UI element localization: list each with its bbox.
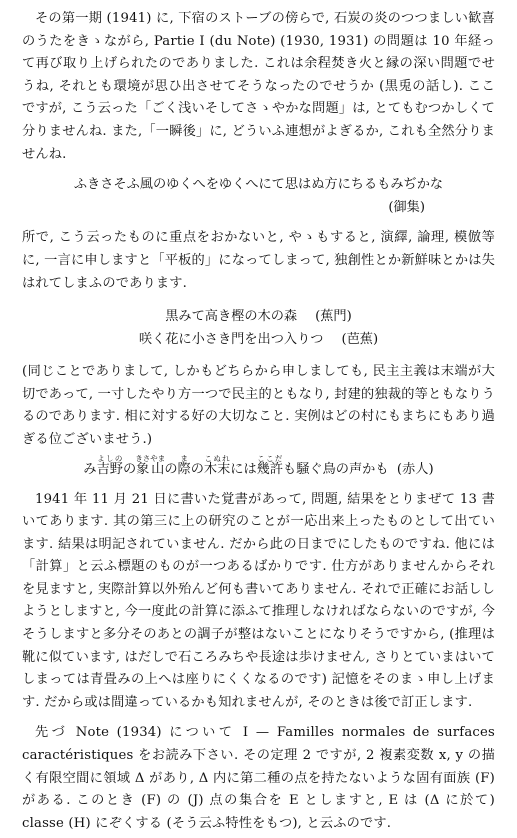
poem-gosho-attribution: (御集) <box>388 199 425 215</box>
paragraph-4: 1941 年 11 月 21 日に書いた覚書があって, 問題, 結果をとりまぜて 13 書いてあります. 其の第三に上の研究のことが一応出来上ったものとして出ています. 結果は明記されていません. だから此の日までにしたものですね. 他には「計算」と云ふ標題のものが一つあるばかりです. 仕方がありませんからそれを見ますと, 実際計算以外殆んど何も書いてありません. それで正確にお話ししようとしますと, 今一度此の計算に添ふて推理しなければならないのですが, 今そうしますと多分そのあとの調子が整はないことになりそうですから, (推理は靴に似ています, はだしで石ころみちや長途は歩けません, さりとていまはいてしまっては青畳みの上へは座りにくくなるのです) 記憶をそのまゝ申し上げます. だから或は間違っているかも知れませんが, そのときは後で訂正します. <box>22 491 495 710</box>
ruby-ma: 際ま <box>177 453 191 477</box>
paragraph-5: 先づ Note (1934) について I — Familles normales de surfaces caractéristiques をお読み下さい. その定理 2 ですが, 2 複素変数 x, y の描く有限空間に領域 Δ があり, Δ 内に第二種の点を持たないような固有面族 (F) がある. このとき (F) の (J) 点の集合を E としますと, E は (Δ に於て) classe (H) にぞくする (そう云ふ特性をもつ), と云ふのです. <box>22 725 495 831</box>
haiku-attribution-2: (芭蕉) <box>341 332 379 348</box>
poem-akahito-attribution: (赤人) <box>396 461 434 477</box>
paragraph-1: その第一期 (1941) に, 下宿のストーブの傍らで, 石炭の炎のつつましい歓喜のうたをきゝながら, Partie I (du Note) (1930, 1931) の問題は 10 年経って再び取り上げられたのでありました. これは余程焚き火と縁の深い問題でせうね, それとも環境が思ひ出させてそうなったのでせうか (黒兎の話し). ここですが, こう云った「ごく浅いそしてさゝやかな問題」は, とてもむつかしくて分りませんね. また,「一瞬後」に, どういふ連想がよぎるか, これも全然分りませんね. <box>22 11 495 162</box>
haiku-text-1: 黒みて高き樫の木の森 <box>165 309 298 325</box>
ruby-kisayama: 象山きさやま <box>135 453 166 477</box>
haiku-line-1 <box>22 305 495 328</box>
haiku-text-2: 咲く花に小さき門を出つ入りつ <box>138 332 324 348</box>
poem-akahito-seg1: み <box>83 461 97 477</box>
ruby-kokoda: 幾許ここだ <box>256 453 284 477</box>
poem-akahito: み吉野よしのの象山きさやまの際まの木末こぬれには幾許ここだも騒ぐ鳥の声かも (赤人) <box>83 453 434 477</box>
paragraph-2: 所で, こう云ったものに重点をおかないと, やゝもすると, 演繹, 論理, 模倣等に, 一言に申しますと「平板的」になってしまって, 独創性とか新鮮味とかは失はれてしまふのであります. <box>22 230 495 291</box>
haiku-attribution-1: (蕉門) <box>315 309 352 325</box>
ruby-konure: 木末こぬれ <box>203 453 231 477</box>
paragraph-3: (同じことでありまして, しかもどちらから申しましても, 民主主義は末端が大切であって, 一寸したやり方一つで民主的ともなり, 封建的独裁的等ともなりうるのであります. 相に対する好の大切なこと. 実例はどの村にもまちにもあり過ぎる位ございませう.) <box>22 364 495 447</box>
poem-gosho-line: ふきさそふ風のゆくへをゆくへにて思はぬ方にちるもみぢかな <box>73 177 444 193</box>
haiku-line-2 <box>22 328 495 351</box>
haiku-block <box>22 305 495 351</box>
ruby-yoshino: 吉野よしの <box>96 453 123 477</box>
